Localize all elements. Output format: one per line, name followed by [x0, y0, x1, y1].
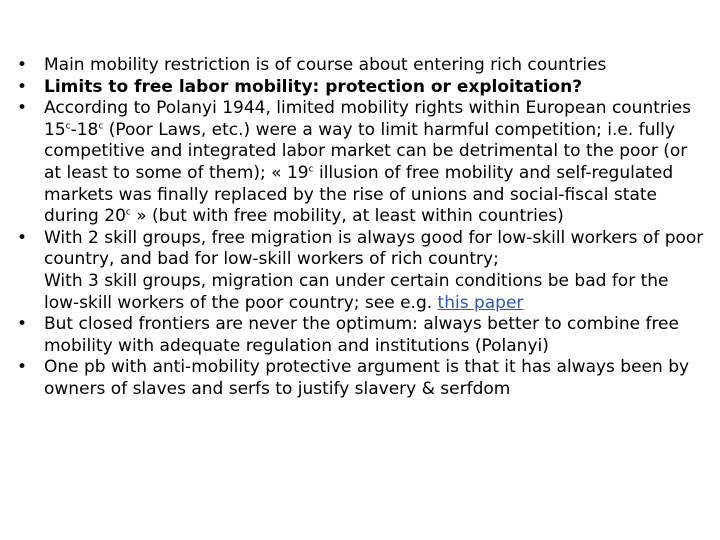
bullet-icon: • — [17, 357, 28, 378]
bullet-item-mobility-restriction — [17, 55, 707, 77]
century-superscript: c — [65, 121, 71, 132]
bullet-item-closed-frontiers — [17, 314, 707, 357]
bullet-text-part: illusion of free mobility and self-regulated markets was finally replaced by the rise of unions and social-fiscal state during 20 — [44, 162, 674, 227]
bullet-text: One pb with anti-mobility protective argument is that it has always been by owners of slaves and serfs to justify slavery & serfdom — [44, 357, 690, 399]
bullet-text-part: (Poor Laws, etc.) were a way to limit harmful competition; i.e. fully competitive and integrated labor market can be detrimental to the poor (or at least to some of them); « 19 — [44, 119, 688, 183]
bullet-text: But closed frontiers are never the optimum: always better to combine free mobility with adequate regulation and institutions (Polanyi) — [44, 314, 679, 356]
bullet-text-part: » (but with free mobility, at least within countries) — [130, 206, 564, 227]
bullet-text-line1: With 2 skill groups, free migration is always good for low-skill workers of poor country, and bad for low-skill workers of rich country; — [44, 227, 704, 270]
bullet-icon: • — [17, 76, 28, 97]
century-superscript: c — [308, 164, 314, 175]
bullet-text-bold: Limits to free labor mobility: protection or exploitation? — [44, 76, 583, 97]
bullet-icon: • — [17, 227, 28, 248]
bullet-text-part: -18 — [70, 119, 99, 140]
bullet-item-limits — [17, 77, 707, 99]
bullet-icon: • — [17, 98, 28, 119]
this-paper-link[interactable]: this paper — [437, 292, 524, 313]
bullet-item-skill-groups — [17, 228, 707, 314]
century-superscript: c — [125, 207, 131, 218]
bullet-item-anti-mobility — [17, 357, 707, 400]
bullet-text-part: According to Polanyi 1944, limited mobility rights within European countries 15 — [44, 98, 691, 140]
bullet-list — [17, 55, 707, 401]
bullet-icon: • — [17, 55, 28, 75]
bullet-icon: • — [17, 314, 28, 335]
bullet-text: Main mobility restriction is of course about entering rich countries — [44, 55, 607, 75]
bullet-text-line2: With 3 skill groups, migration can under certain conditions be bad for the low-skill workers of the poor country; see e.g. — [44, 270, 669, 313]
century-superscript: c — [98, 121, 104, 132]
bullet-item-polanyi — [17, 98, 707, 228]
